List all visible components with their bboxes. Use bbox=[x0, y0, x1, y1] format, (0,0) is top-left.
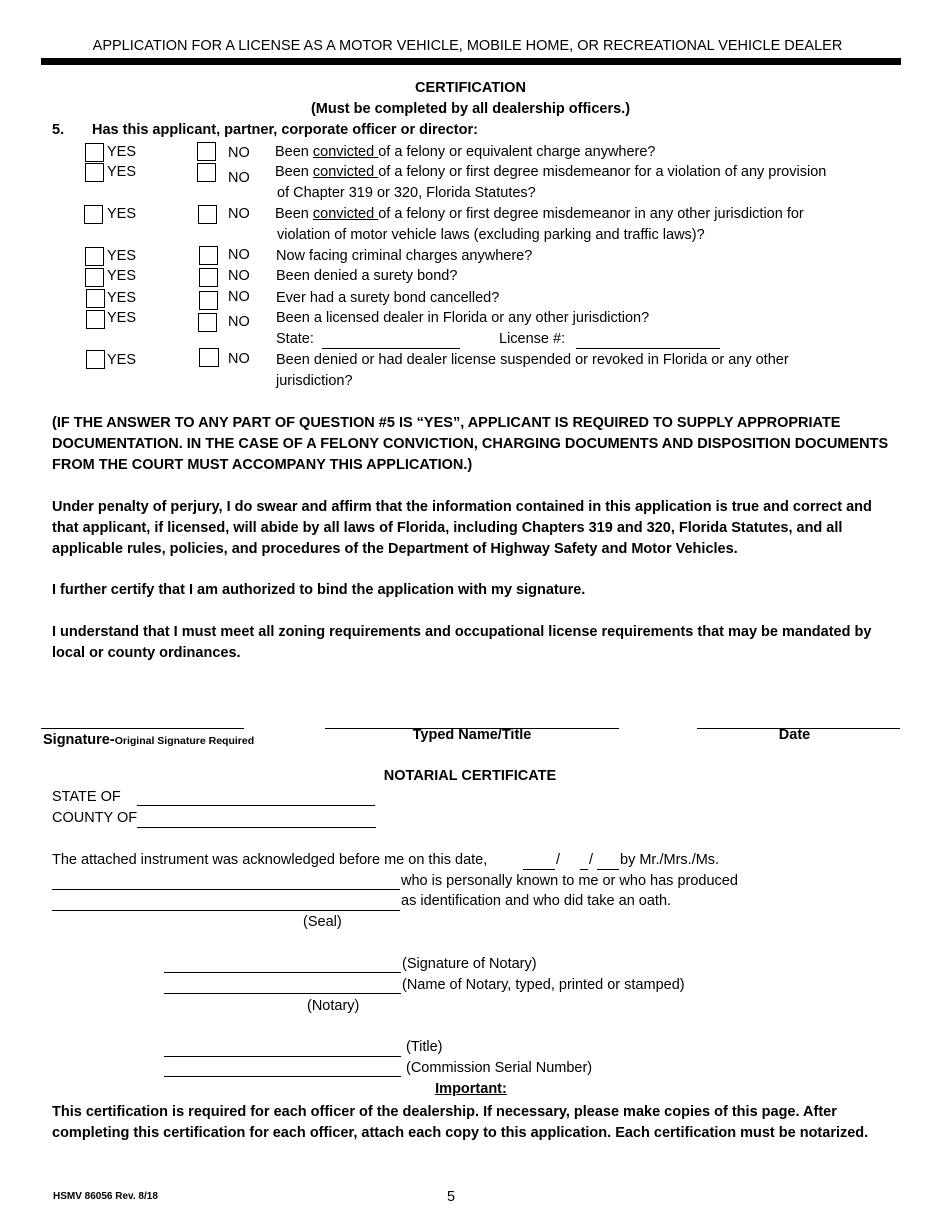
yes-checkbox-3[interactable] bbox=[84, 205, 103, 224]
state-of-field[interactable] bbox=[137, 805, 375, 806]
license-label: License #: bbox=[499, 331, 566, 347]
yes-checkbox-4[interactable] bbox=[85, 247, 104, 266]
yes-label: YES bbox=[107, 164, 137, 180]
no-checkbox-4[interactable] bbox=[199, 246, 218, 265]
yes-label: YES bbox=[107, 268, 137, 284]
signature-label: Signature-Original Signature Required bbox=[43, 732, 255, 748]
yes-checkbox-7[interactable] bbox=[86, 310, 105, 329]
documentation-notice: (IF THE ANSWER TO ANY PART OF QUESTION #5 IS “YES”, APPLICANT IS REQUIRED TO SUPPLY APPROPRIATE DOCUMENTATION. IN THE CASE OF A FELONY CONVICTION, CHARGING DOCUMENTS AND DISPOSITION DOCUMENTS FROM THE COURT MUST ACCOMPANY THIS APPLICATION.) bbox=[52, 415, 889, 473]
no-label: NO bbox=[228, 247, 250, 263]
no-checkbox-6[interactable] bbox=[199, 291, 218, 310]
certification-title: CERTIFICATION bbox=[415, 80, 526, 96]
date-day-field[interactable] bbox=[580, 869, 588, 870]
state-of-label: STATE OF bbox=[52, 789, 121, 805]
question-item-3-continued: violation of motor vehicle laws (excluding parking and traffic laws)? bbox=[277, 227, 705, 243]
acknowledgement-text: The attached instrument was acknowledged before me on this date, bbox=[52, 852, 488, 868]
no-checkbox-5[interactable] bbox=[199, 268, 218, 287]
question-text: Has this applicant, partner, corporate officer or director: bbox=[92, 122, 478, 138]
no-checkbox-3[interactable] bbox=[198, 205, 217, 224]
question-item-8-continued: jurisdiction? bbox=[276, 373, 353, 389]
acknowledged-person-field[interactable] bbox=[52, 889, 400, 890]
yes-label: YES bbox=[107, 352, 137, 368]
date-separator: / bbox=[589, 852, 594, 868]
county-of-label: COUNTY OF bbox=[52, 810, 138, 826]
no-label: NO bbox=[228, 206, 250, 222]
no-label: NO bbox=[228, 314, 250, 330]
signature-line[interactable] bbox=[41, 728, 244, 729]
question-item-1: Been convicted of a felony or equivalent charge anywhere? bbox=[275, 144, 656, 160]
identification-text: as identification and who did take an oath. bbox=[401, 893, 672, 909]
yes-label: YES bbox=[107, 248, 137, 264]
no-checkbox-7[interactable] bbox=[198, 313, 217, 332]
yes-checkbox-2[interactable] bbox=[85, 163, 104, 182]
commission-number-label: (Commission Serial Number) bbox=[406, 1060, 593, 1076]
notary-name-line[interactable] bbox=[164, 993, 401, 994]
yes-label: YES bbox=[107, 310, 137, 326]
yes-label: YES bbox=[107, 144, 137, 160]
notarial-certificate-title: NOTARIAL CERTIFICATE bbox=[383, 768, 557, 784]
by-title-text: by Mr./Mrs./Ms. bbox=[620, 852, 720, 868]
date-separator: / bbox=[556, 852, 561, 868]
page-number: 5 bbox=[447, 1189, 456, 1205]
date-month-field[interactable] bbox=[523, 869, 555, 870]
notary-label: (Notary) bbox=[307, 998, 360, 1014]
question-number: 5. bbox=[52, 122, 65, 138]
no-label: NO bbox=[228, 170, 250, 186]
notary-title-label: (Title) bbox=[406, 1039, 443, 1055]
question-item-2: Been convicted of a felony or first degree misdemeanor for a violation of any provision bbox=[275, 164, 827, 180]
license-number-field[interactable] bbox=[576, 348, 720, 349]
form-number: HSMV 86056 Rev. 8/18 bbox=[53, 1191, 158, 1202]
notary-name-label: (Name of Notary, typed, printed or stamped) bbox=[402, 977, 685, 993]
seal-label: (Seal) bbox=[303, 914, 342, 930]
question-item-4: Now facing criminal charges anywhere? bbox=[276, 248, 533, 264]
date-year-field[interactable] bbox=[597, 869, 619, 870]
yes-checkbox-6[interactable] bbox=[86, 289, 105, 308]
no-label: NO bbox=[228, 289, 250, 305]
perjury-statement: Under penalty of perjury, I do swear and affirm that the information contained in this application is true and correct and that applicant, if licensed, will abide by all laws of Florida, including Chapters 319 and 320, Florida Statutes, and all applicable rules, policies, and procedures of the Department of Highway Safety and Motor Vehicles. bbox=[52, 499, 872, 557]
important-text: This certification is required for each officer of the dealership. If necessary, please make copies of this page. After completing this certification for each officer, attach each copy to this application. Each certification must be notarized. bbox=[52, 1104, 869, 1141]
state-field[interactable] bbox=[322, 348, 460, 349]
yes-label: YES bbox=[107, 206, 137, 222]
no-checkbox-8[interactable] bbox=[199, 348, 219, 367]
authorization-statement: I further certify that I am authorized to bind the application with my signature. bbox=[52, 582, 586, 598]
important-heading: Important: bbox=[435, 1081, 507, 1097]
state-label: State: bbox=[276, 331, 314, 347]
no-checkbox-2[interactable] bbox=[197, 163, 216, 182]
question-item-8: Been denied or had dealer license suspended or revoked in Florida or any other bbox=[276, 352, 789, 368]
notary-title-line[interactable] bbox=[164, 1056, 401, 1057]
form-header-title: APPLICATION FOR A LICENSE AS A MOTOR VEHICLE, MOBILE HOME, OR RECREATIONAL VEHICLE DEALER bbox=[92, 38, 843, 54]
yes-label: YES bbox=[107, 290, 137, 306]
zoning-statement: I understand that I must meet all zoning requirements and occupational license requirements that may be mandated by local or county ordinances. bbox=[52, 624, 872, 661]
question-item-2-continued: of Chapter 319 or 320, Florida Statutes? bbox=[277, 185, 536, 201]
no-label: NO bbox=[228, 268, 250, 284]
question-item-3: Been convicted of a felony or first degree misdemeanor in any other jurisdiction for bbox=[275, 206, 804, 222]
date-label: Date bbox=[778, 727, 811, 743]
notary-signature-line[interactable] bbox=[164, 972, 401, 973]
yes-checkbox-1[interactable] bbox=[85, 143, 104, 162]
county-of-field[interactable] bbox=[137, 827, 376, 828]
yes-checkbox-8[interactable] bbox=[86, 350, 105, 369]
typed-name-label: Typed Name/Title bbox=[412, 727, 532, 743]
identification-field[interactable] bbox=[52, 910, 400, 911]
commission-number-line[interactable] bbox=[164, 1076, 401, 1077]
notary-signature-label: (Signature of Notary) bbox=[402, 956, 537, 972]
no-label: NO bbox=[228, 145, 250, 161]
question-item-7: Been a licensed dealer in Florida or any other jurisdiction? bbox=[276, 310, 650, 326]
yes-checkbox-5[interactable] bbox=[85, 268, 104, 287]
personally-known-text: who is personally known to me or who has produced bbox=[401, 873, 738, 889]
question-item-5: Been denied a surety bond? bbox=[276, 268, 458, 284]
question-item-6: Ever had a surety bond cancelled? bbox=[276, 290, 500, 306]
header-rule bbox=[41, 58, 901, 65]
no-label: NO bbox=[228, 351, 250, 367]
no-checkbox-1[interactable] bbox=[197, 142, 216, 161]
certification-subtitle: (Must be completed by all dealership officers.) bbox=[310, 101, 631, 117]
